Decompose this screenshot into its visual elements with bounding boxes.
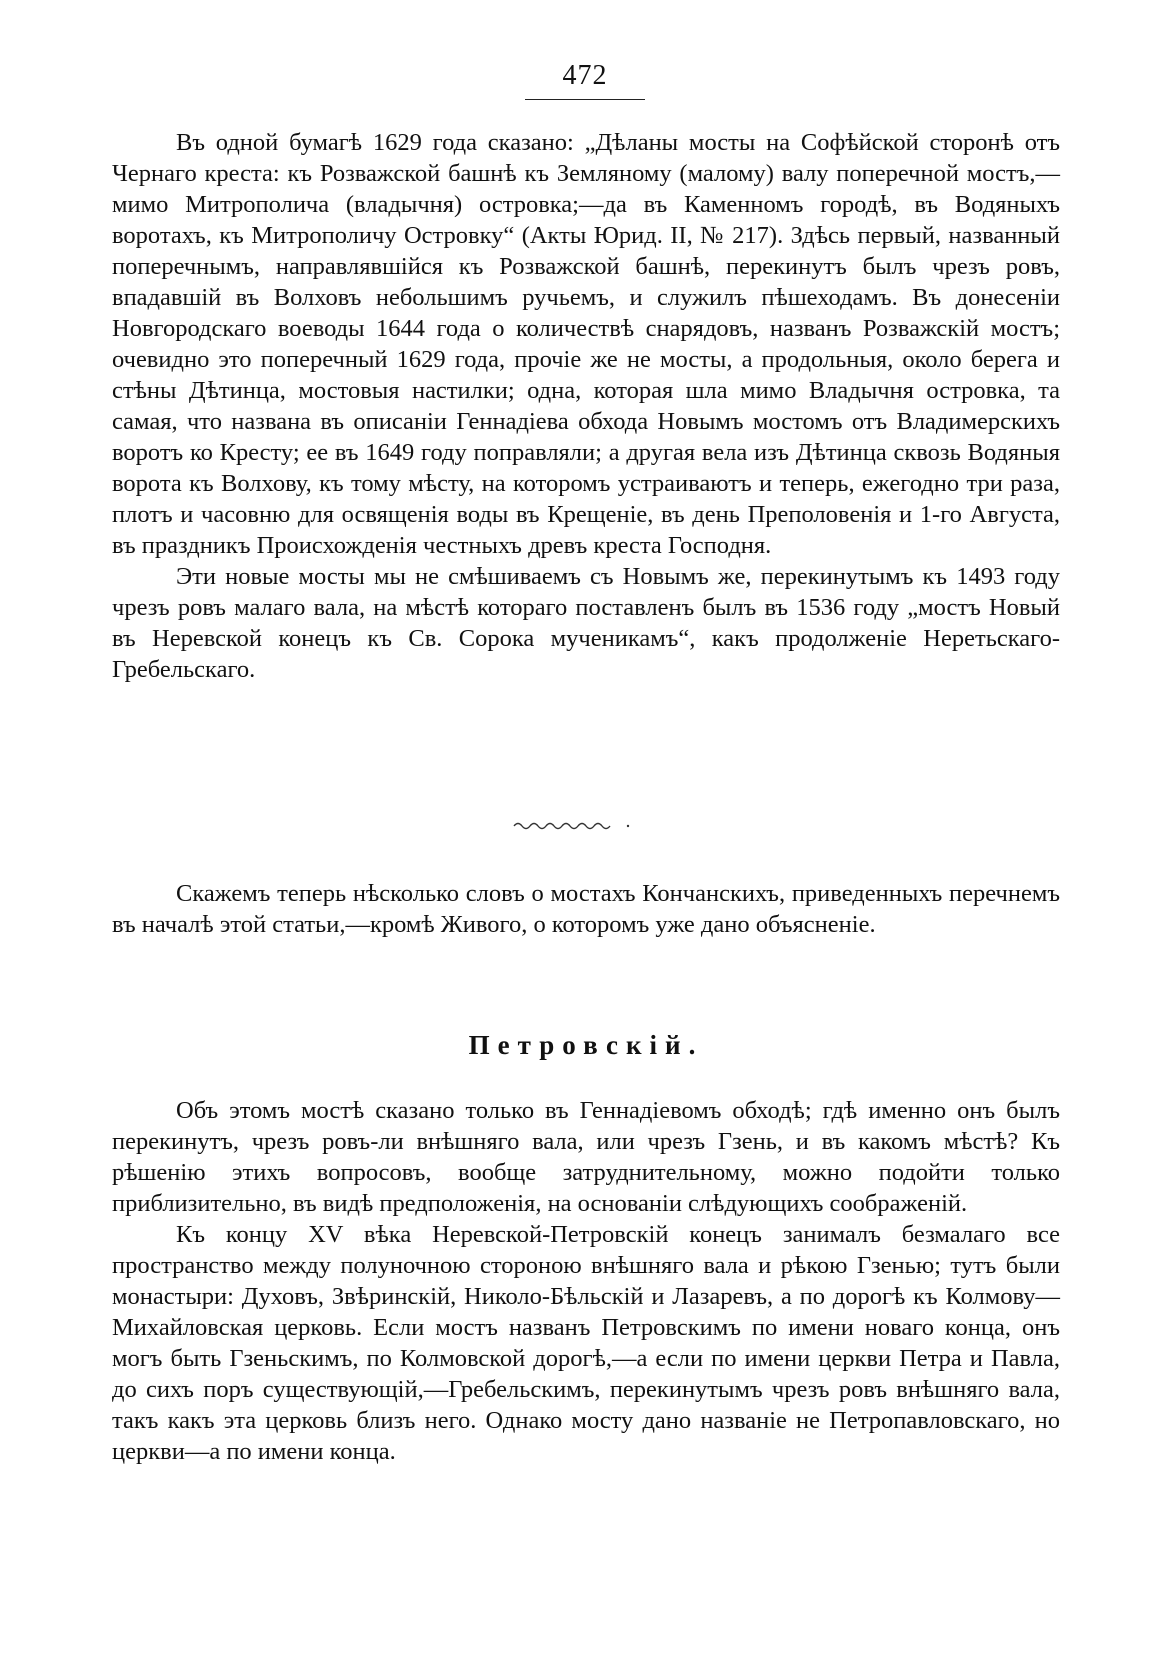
paragraph: Въ одной бумагѣ 1629 года сказано: „Дѣланы мосты на Софѣйской сторонѣ отъ Чернаго креста: къ Розважской башнѣ къ Земляному (малому) валу поперечной мостъ,—мимо Митрополича (владычня) островка;—да въ Каменномъ городѣ, въ Водяныхъ воротахъ, къ Митрополичу Островку“ (Акты Юрид. II, № 217). Здѣсь первый, названный поперечнымъ, направлявшійся къ Розважской башнѣ, перекинутъ былъ чрезъ ровъ, впадавшій въ Волховъ небольшимъ ручьемъ, и служилъ пѣшеходамъ. Въ донесеніи Новгородскаго воеводы 1644 года о количествѣ снарядовъ, названъ Розважскій мостъ; очевидно это поперечный 1629 года, прочіе же не мосты, а продольныя, около берега и стѣны Дѣтинца, мостовыя настилки; одна, которая шла мимо Владычня островка, та самая, что названа въ описаніи Геннадіева обхода Новымъ мостомъ отъ Владимерскихъ воротъ ко Кресту; ее въ 1649 году поправляли; а другая вела изъ Дѣтинца сквозь Водяныя ворота къ Волхову, къ тому мѣсту, на которомъ устраиваютъ и теперь, ежегодно три раза, плотъ и часовню для освященія воды въ Крещеніе, въ день Преполовенія и 1-го Августа, въ праздникъ Происхожденія честныхъ древъ креста Господня. <box>112 129 1060 559</box>
paragraph: Объ этомъ мостѣ сказано только въ Геннадіевомъ обходѣ; гдѣ именно онъ былъ перекинутъ, чрезъ ровъ-ли внѣшняго вала, или чрезъ Гзень, и въ какомъ мѣстѣ? Къ рѣшенію этихъ вопросовъ, вообще затруднительному, можно подойти только приблизительно, въ видѣ предположенія, на основаніи слѣдующихъ соображеній. <box>112 1097 1060 1217</box>
ornament-divider <box>510 818 650 832</box>
text-block-petrovskiy <box>112 1095 1060 1467</box>
paragraph: Къ концу XV вѣка Неревской-Петровскій конецъ занималъ безмалаго все пространство между полуночною стороною внѣшняго вала и рѣкою Гзенью; тутъ были монастыри: Духовъ, Звѣринскій, Николо-Бѣльскій и Лазаревъ, а по дорогѣ къ Колмову—Михайловская церковь. Если мостъ названъ Петровскимъ по имени новаго конца, онъ могъ быть Гзеньскимъ, по Колмовской дорогѣ,—а если по имени церкви Петра и Павла, до сихъ поръ существующій,—Гребельскимъ, перекинутымъ чрезъ ровъ внѣшняго вала, такъ какъ эта церковь близъ него. Однако мосту дано названіе не Петропавловскаго, но церкви—а по имени конца. <box>112 1221 1060 1465</box>
paragraph: Скажемъ теперь нѣсколько словъ о мостахъ Кончанскихъ, приведенныхъ перечнемъ въ началѣ этой статьи,—кромѣ Живого, о которомъ уже дано объясненіе. <box>112 880 1060 938</box>
text-block-konchanskie <box>112 878 1060 940</box>
section-heading: Петровскій. <box>468 1030 704 1060</box>
page-number-rule <box>525 99 645 100</box>
text-block-bridges <box>112 127 1060 685</box>
paragraph: Эти новые мосты мы не смѣшиваемъ съ Новымъ же, перекинутымъ къ 1493 году чрезъ ровъ малаго вала, на мѣстѣ котораго поставленъ былъ въ 1536 году „мостъ Новый въ Неревской конецъ къ Св. Сорока мученикамъ“, какъ продолженіе Нeретьскаго-Гребельскаго. <box>112 563 1060 683</box>
page-number: 472 <box>562 60 608 91</box>
